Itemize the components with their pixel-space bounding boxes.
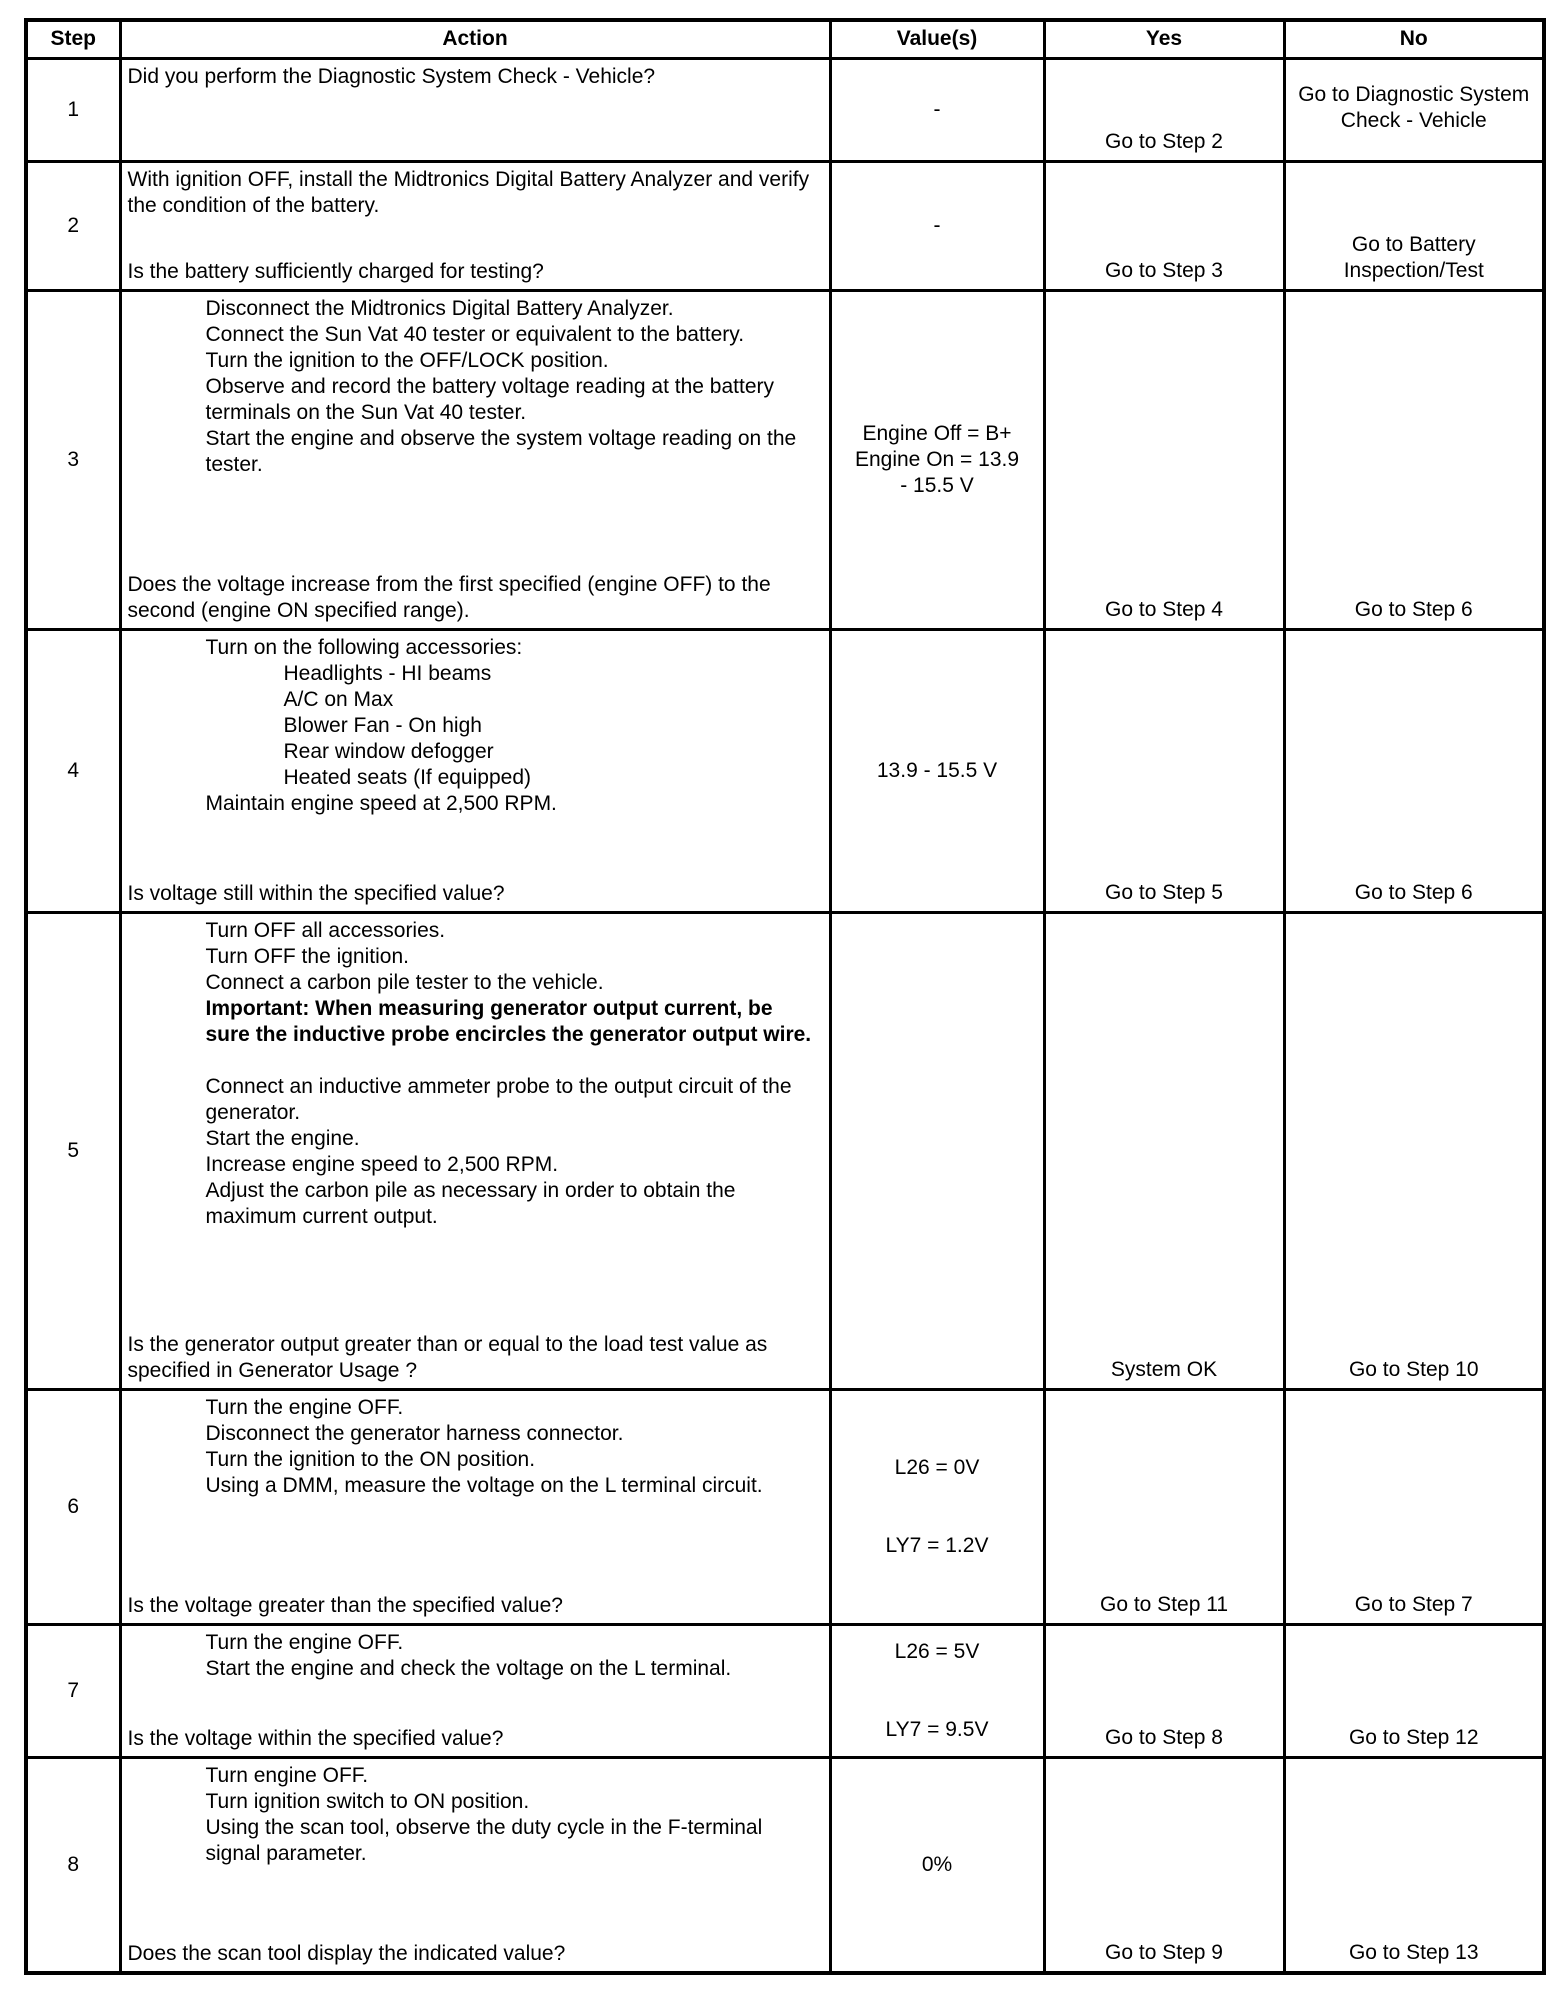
action-text-line: Connect the Sun Vat 40 tester or equivalent to the battery. <box>205 322 745 346</box>
value-cell <box>830 290 1044 629</box>
action-instructions <box>128 1395 823 1499</box>
action-text-line: Turn on the following accessories: <box>205 635 523 659</box>
no-cell: Go to Step 13 <box>1284 1757 1544 1973</box>
action-text-line: Start the engine and check the voltage on the L terminal. <box>205 1656 732 1680</box>
action-content <box>128 1395 823 1619</box>
question-text: Does the voltage increase from the first specified (engine OFF) to the second (engine ON specified range). <box>127 572 771 622</box>
action-text-line: Important: When measuring generator output current, be sure the inductive probe encircles the generator output wire. <box>205 996 812 1046</box>
header-step: Step <box>26 20 120 58</box>
action-instructions <box>128 1763 823 1867</box>
question-text: Is voltage still within the specified value? <box>127 881 505 905</box>
header-values: Value(s) <box>830 20 1044 58</box>
action-cell <box>120 1624 830 1757</box>
value-text: - <box>933 97 941 121</box>
no-cell: Go to Step 6 <box>1284 629 1544 912</box>
action-text-line: Connect a carbon pile tester to the vehicle. <box>205 970 604 994</box>
step-number: 1 <box>26 58 120 161</box>
no-cell: Go to Step 10 <box>1284 912 1544 1389</box>
value-text: 0% <box>921 1852 953 1876</box>
question-text: Is the battery sufficiently charged for testing? <box>127 259 544 283</box>
action-text-line: Disconnect the generator harness connector. <box>205 1421 624 1445</box>
no-cell: Go to Battery Inspection/Test <box>1284 161 1544 290</box>
value-text: L26 = 0V <box>894 1455 980 1479</box>
action-instructions <box>128 1630 823 1682</box>
step-number: 7 <box>26 1624 120 1757</box>
action-instructions <box>128 64 823 90</box>
action-text-line: Blower Fan - On high <box>283 713 482 737</box>
value-cell <box>830 912 1044 1389</box>
table-row <box>26 1757 1544 1973</box>
no-cell: Go to Diagnostic System Check - Vehicle <box>1284 58 1544 161</box>
table-row <box>26 629 1544 912</box>
yes-cell: Go to Step 2 <box>1044 58 1284 161</box>
yes-cell: Go to Step 9 <box>1044 1757 1284 1973</box>
value-text: Engine Off = B+ <box>862 421 1012 445</box>
action-content <box>128 918 823 1384</box>
value-text: L26 = 5V <box>894 1639 980 1663</box>
value-cell <box>830 58 1044 161</box>
yes-cell: Go to Step 11 <box>1044 1389 1284 1624</box>
step-number: 3 <box>26 290 120 629</box>
action-instructions <box>128 296 823 478</box>
action-cell <box>120 912 830 1389</box>
step-number: 2 <box>26 161 120 290</box>
step-number: 5 <box>26 912 120 1389</box>
action-content <box>128 167 823 285</box>
step-number: 8 <box>26 1757 120 1973</box>
table-row <box>26 1624 1544 1757</box>
action-text-line: Adjust the carbon pile as necessary in order to obtain the maximum current output. <box>205 1178 736 1228</box>
action-text-line: Disconnect the Midtronics Digital Battery Analyzer. <box>205 296 674 320</box>
value-text: - <box>933 213 941 237</box>
action-text-line: Increase engine speed to 2,500 RPM. <box>205 1152 559 1176</box>
action-text-line: Headlights - HI beams <box>283 661 492 685</box>
value-text <box>838 1481 1037 1507</box>
value-text <box>838 1691 1037 1717</box>
table-row <box>26 1389 1544 1624</box>
action-instructions <box>128 635 823 817</box>
value-text <box>838 1665 1037 1691</box>
action-cell <box>120 58 830 161</box>
action-text-line: Turn the ignition to the OFF/LOCK position. <box>205 348 609 372</box>
action-text-line: Turn ignition switch to ON position. <box>205 1789 530 1813</box>
question-text: Does the scan tool display the indicated value? <box>127 1941 566 1965</box>
no-cell: Go to Step 7 <box>1284 1389 1544 1624</box>
value-cell <box>830 161 1044 290</box>
action-text-line: Turn engine OFF. <box>205 1763 369 1787</box>
action-cell <box>120 1757 830 1973</box>
action-text-line: Turn OFF all accessories. <box>205 918 446 942</box>
value-text: Engine On = 13.9 <box>854 447 1020 471</box>
value-text: - 15.5 V <box>900 473 974 497</box>
action-text-line: Turn OFF the ignition. <box>205 944 409 968</box>
action-text-line: Turn the engine OFF. <box>205 1630 404 1654</box>
header-row <box>26 20 1544 58</box>
header-yes: Yes <box>1044 20 1284 58</box>
action-text-line: Observe and record the battery voltage reading at the battery terminals on the Sun Vat 40 tester. <box>205 374 775 424</box>
action-text-line: Maintain engine speed at 2,500 RPM. <box>205 791 557 815</box>
value-text <box>838 1507 1037 1533</box>
step-number: 6 <box>26 1389 120 1624</box>
table-row <box>26 290 1544 629</box>
no-cell: Go to Step 12 <box>1284 1624 1544 1757</box>
action-text-line: Heated seats (If equipped) <box>283 765 531 789</box>
value-cell <box>830 629 1044 912</box>
value-text: 13.9 - 15.5 V <box>876 758 998 782</box>
action-cell <box>120 1389 830 1624</box>
action-text-line: Using the scan tool, observe the duty cycle in the F-terminal signal parameter. <box>205 1815 763 1865</box>
yes-cell: Go to Step 4 <box>1044 290 1284 629</box>
action-text-line: Start the engine. <box>205 1126 360 1150</box>
action-text-line: Using a DMM, measure the voltage on the L terminal circuit. <box>205 1473 763 1497</box>
action-text-line: With ignition OFF, install the Midtronics Digital Battery Analyzer and verify the condition of the battery. <box>127 167 810 217</box>
table-row <box>26 161 1544 290</box>
value-cell <box>830 1757 1044 1973</box>
action-text-line: Start the engine and observe the system voltage reading on the tester. <box>205 426 797 476</box>
action-text-line: Turn the engine OFF. <box>205 1395 404 1419</box>
no-cell: Go to Step 6 <box>1284 290 1544 629</box>
header-action: Action <box>120 20 830 58</box>
action-text-line: Rear window defogger <box>283 739 494 763</box>
table-body <box>26 58 1544 1973</box>
header-no: No <box>1284 20 1544 58</box>
action-text-line: Connect an inductive ammeter probe to the output circuit of the generator. <box>205 1074 792 1124</box>
value-cell <box>830 1624 1044 1757</box>
question-text: Is the generator output greater than or equal to the load test value as specified in Generator Usage ? <box>127 1332 768 1382</box>
table-row <box>26 58 1544 161</box>
action-instructions <box>128 167 823 219</box>
action-text-line: Did you perform the Diagnostic System Check - Vehicle? <box>127 64 656 88</box>
yes-cell: Go to Step 5 <box>1044 629 1284 912</box>
action-text-line: A/C on Max <box>283 687 394 711</box>
value-text: LY7 = 1.2V <box>885 1533 989 1557</box>
action-content <box>128 1630 823 1752</box>
yes-cell: Go to Step 8 <box>1044 1624 1284 1757</box>
yes-cell: Go to Step 3 <box>1044 161 1284 290</box>
action-text-line: Turn the ignition to the ON position. <box>205 1447 536 1471</box>
diagnostic-table <box>24 18 1546 1975</box>
question-text: Is the voltage greater than the specified value? <box>127 1593 563 1617</box>
value-text: LY7 = 9.5V <box>885 1717 989 1741</box>
value-cell <box>830 1389 1044 1624</box>
question-text: Is the voltage within the specified value? <box>127 1726 504 1750</box>
action-cell <box>120 290 830 629</box>
table-row <box>26 912 1544 1389</box>
action-content <box>128 296 823 624</box>
yes-cell: System OK <box>1044 912 1284 1389</box>
action-cell <box>120 161 830 290</box>
action-content <box>128 64 823 156</box>
action-instructions <box>128 918 823 1230</box>
step-number: 4 <box>26 629 120 912</box>
action-cell <box>120 629 830 912</box>
action-text-line <box>128 1048 823 1074</box>
action-content <box>128 1763 823 1967</box>
action-content <box>128 635 823 907</box>
